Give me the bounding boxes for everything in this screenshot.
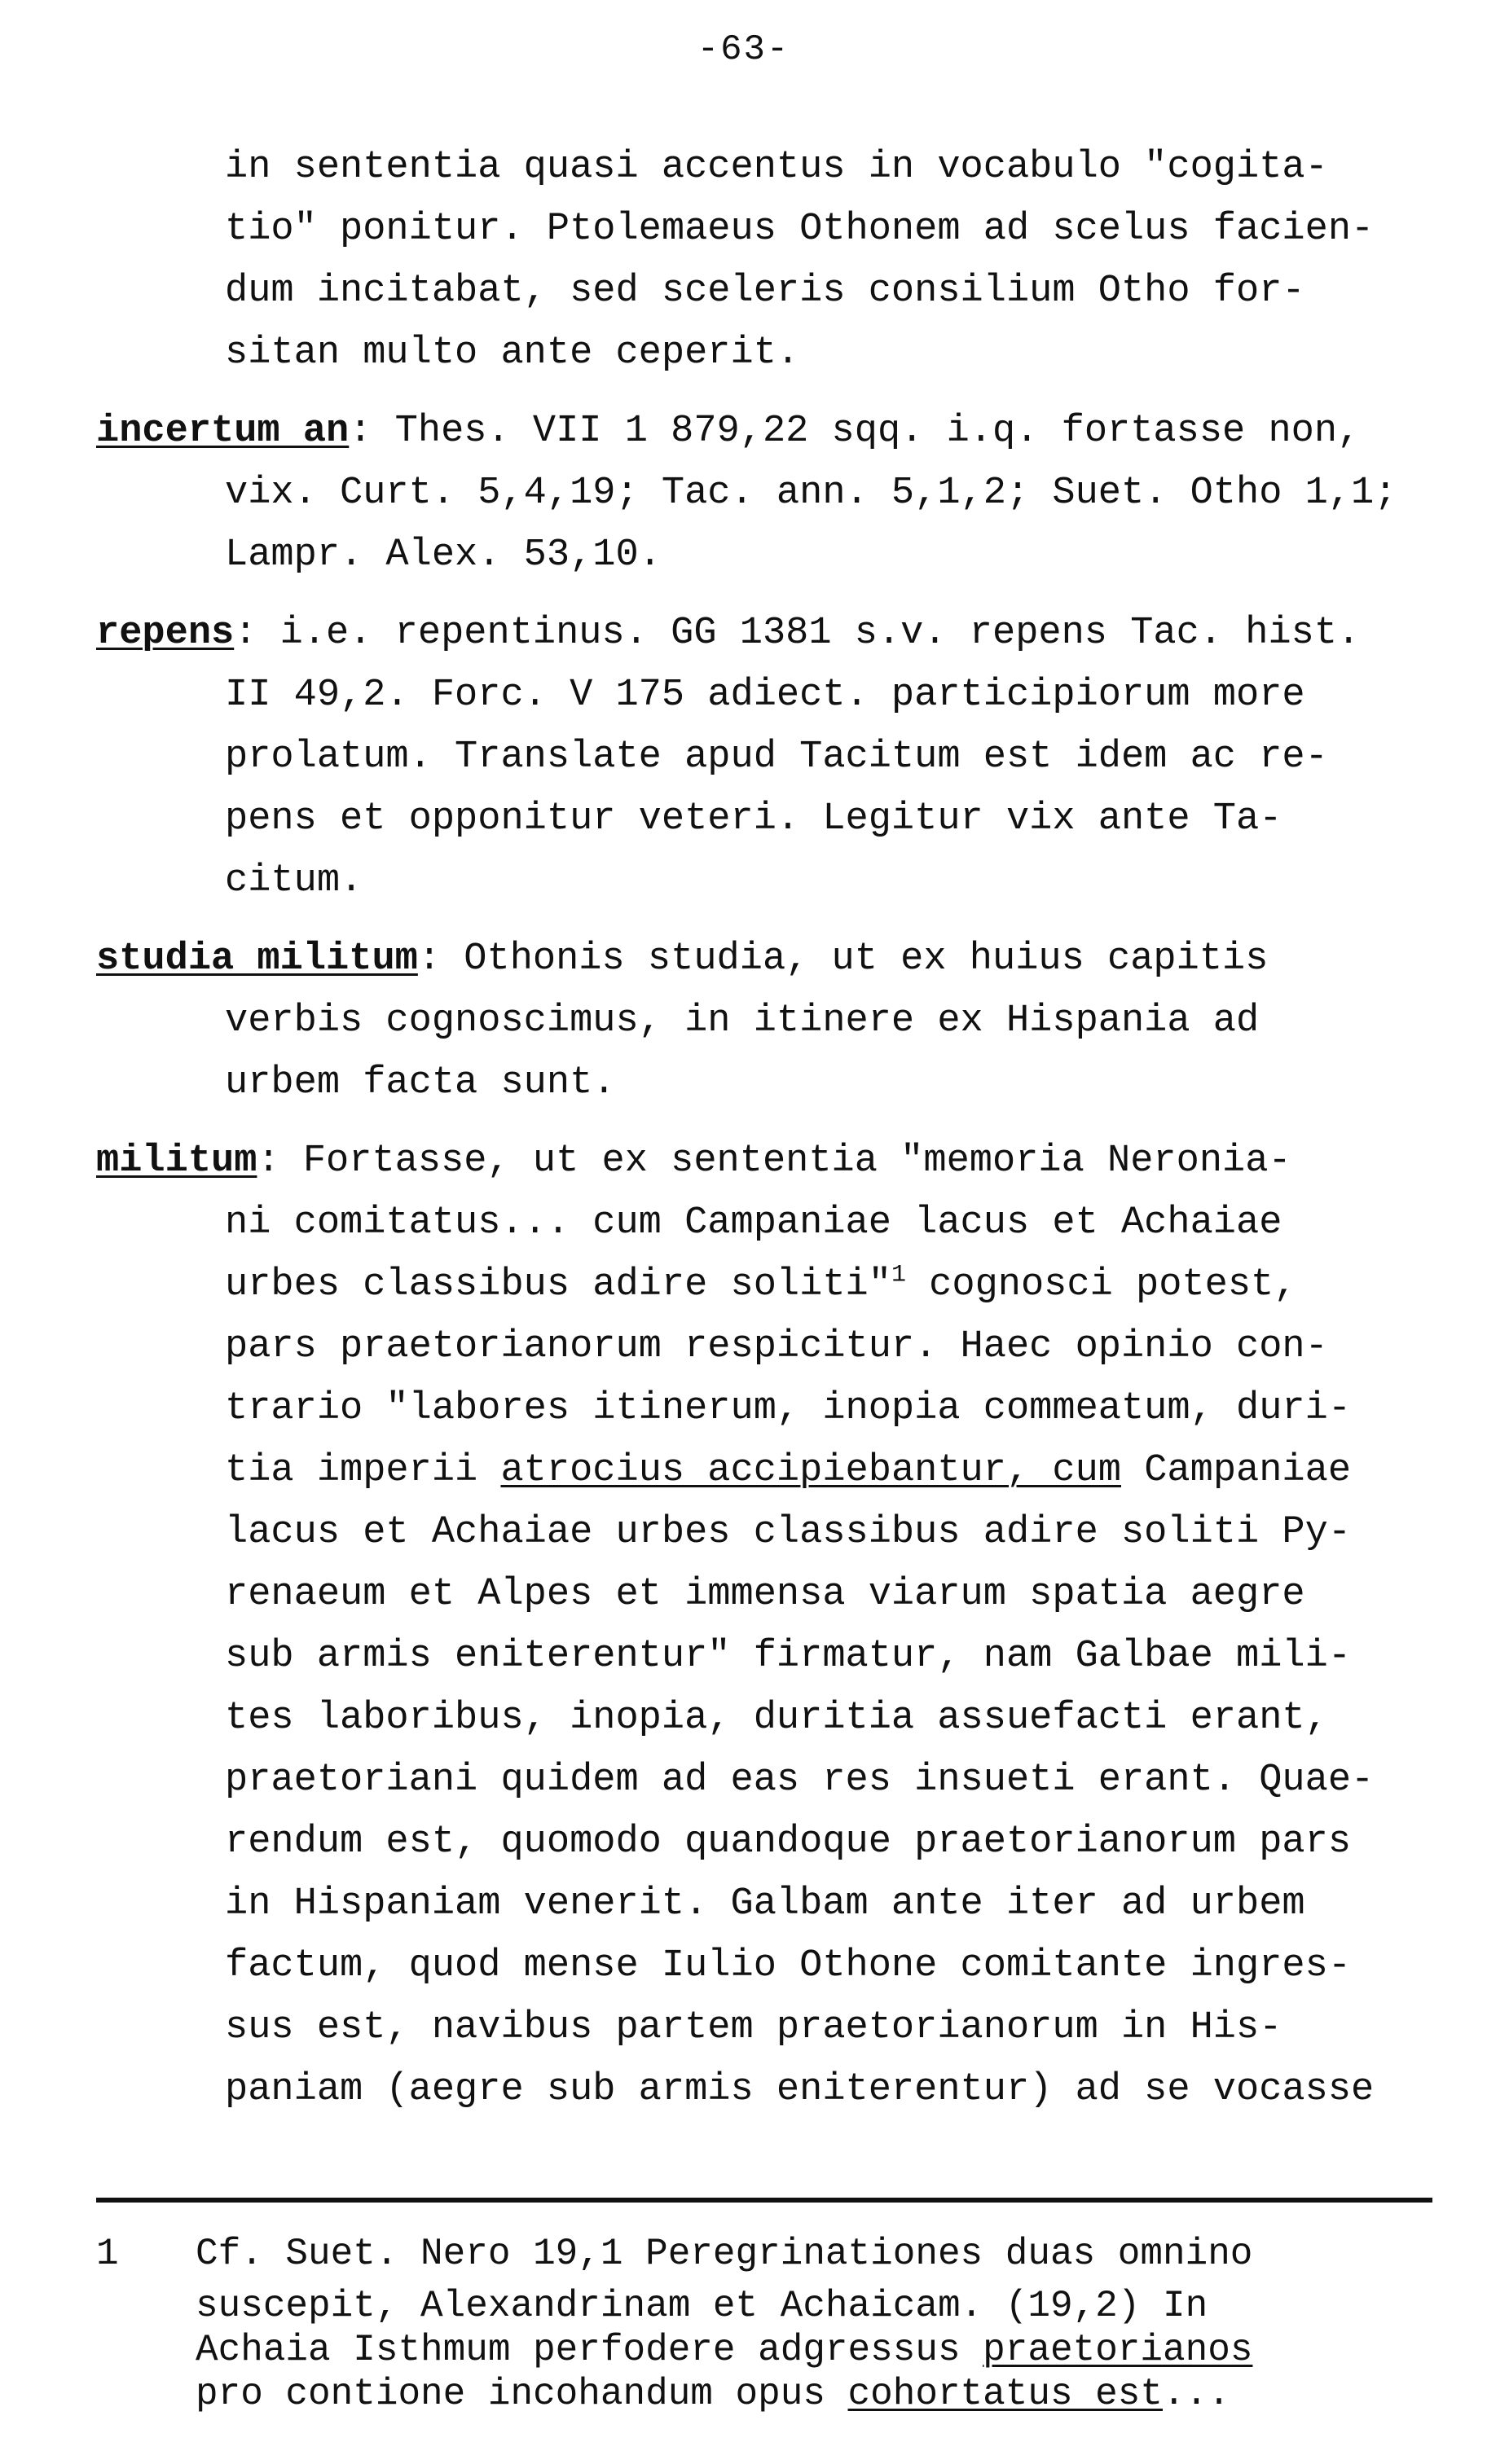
text-segment: Campaniae xyxy=(1121,1449,1352,1492)
text-line: sitan multo ante ceperit. xyxy=(225,332,800,375)
body-text xyxy=(96,137,1432,2137)
text-line: ni comitatus... cum Campaniae lacus et Achaiae xyxy=(225,1201,1282,1245)
text-line: tes laboribus, inopia, duritia assuefacti erant, xyxy=(225,1697,1328,1740)
page-number: -63- xyxy=(697,29,790,70)
entry-text: : Fortasse, ut ex sententia "memoria Neronia- xyxy=(257,1140,1291,1183)
text-line xyxy=(96,1254,1432,1316)
footnote-line: Cf. Suet. Nero 19,1 Peregrinationes duas omnino xyxy=(196,2233,1253,2275)
text-line: verbis cognoscimus, in itinere ex Hispania ad xyxy=(225,999,1260,1043)
entry-text: : Thes. VII 1 879,22 sqq. i.q. fortasse non, xyxy=(349,410,1361,453)
underlined-phrase: praetorianos xyxy=(983,2329,1253,2371)
text-line: factum, quod mense Iulio Othone comitante ingres- xyxy=(225,1944,1352,1987)
text-segment: cognosci potest, xyxy=(905,1263,1297,1307)
footnote-marker: 1 xyxy=(891,1261,906,1289)
entry-first-line xyxy=(96,401,1432,463)
text-line: sub armis eniterentur" firmatur, nam Galbae mili- xyxy=(225,1635,1352,1678)
footnote xyxy=(96,2232,1432,2416)
text-segment: urbes classibus adire soliti" xyxy=(225,1263,891,1307)
footnote-number: 1 xyxy=(96,2233,119,2275)
footnote-line xyxy=(96,2328,1432,2372)
text-line: pars praetorianorum respicitur. Haec opinio con- xyxy=(225,1325,1328,1368)
intro-paragraph xyxy=(96,137,1432,384)
underlined-phrase: atrocius accipiebantur, cum xyxy=(500,1449,1121,1492)
text-segment: Achaia Isthmum perfodere adgressus xyxy=(196,2329,983,2371)
entry-repens xyxy=(96,603,1432,912)
text-line: praetoriani quidem ad eas res insueti erant. Quae- xyxy=(225,1759,1375,1802)
entry-text: : i.e. repentinus. GG 1381 s.v. repens Tac. hist. xyxy=(234,612,1361,655)
text-line xyxy=(96,1440,1432,1502)
lemma: repens xyxy=(96,612,235,655)
text-line: in Hispaniam venerit. Galbam ante iter ad urbem xyxy=(225,1882,1305,1926)
text-line: dum incitabat, sed sceleris consilium Otho for- xyxy=(225,270,1305,313)
text-line: citum. xyxy=(225,859,363,903)
entry-first-line xyxy=(96,929,1432,990)
text-line: paniam (aegre sub armis eniterentur) ad se vocasse xyxy=(225,2068,1375,2111)
text-segment: tia imperii xyxy=(225,1449,501,1492)
text-line: trario "labores itinerum, inopia commeatum, duri- xyxy=(225,1387,1352,1430)
text-line: urbem facta sunt. xyxy=(225,1061,616,1105)
text-line: in sententia quasi accentus in vocabulo "cogita- xyxy=(225,146,1328,189)
entry-first-line xyxy=(96,1131,1432,1192)
entry-incertum-an xyxy=(96,401,1432,586)
text-line: II 49,2. Forc. V 175 adiect. participiorum more xyxy=(225,674,1305,717)
text-line: prolatum. Translate apud Tacitum est idem ac re- xyxy=(225,736,1328,779)
text-line: vix. Curt. 5,4,19; Tac. ann. 5,1,2; Suet. Otho 1,1; xyxy=(225,472,1397,515)
footnote-separator xyxy=(96,2198,1432,2203)
text-line: renaeum et Alpes et immensa viarum spatia aegre xyxy=(225,1573,1305,1616)
entry-text: : Othonis studia, ut ex huius capitis xyxy=(417,938,1269,981)
text-line: sus est, navibus partem praetorianorum in His- xyxy=(225,2006,1282,2049)
footnote-line: suscepit, Alexandrinam et Achaicam. (19,2) In xyxy=(196,2285,1208,2327)
lemma: incertum an xyxy=(96,410,350,453)
text-line: rendum est, quomodo quandoque praetorianorum pars xyxy=(225,1821,1352,1864)
text-segment: ... xyxy=(1163,2373,1230,2415)
entry-studia-militum xyxy=(96,929,1432,1114)
underlined-phrase: cohortatus est xyxy=(847,2373,1163,2415)
text-line: lacus et Achaiae urbes classibus adire soliti Py- xyxy=(225,1511,1352,1554)
text-segment: pro contione incohandum opus xyxy=(196,2373,848,2415)
text-line: Lampr. Alex. 53,10. xyxy=(225,534,662,577)
footnote-line xyxy=(96,2372,1432,2416)
text-line: tio" ponitur. Ptolemaeus Othonem ad scelus facien- xyxy=(225,208,1375,251)
lemma: studia militum xyxy=(96,938,418,981)
text-line: pens et opponitur veteri. Legitur vix ante Ta- xyxy=(225,797,1282,841)
entry-first-line xyxy=(96,603,1432,665)
lemma: militum xyxy=(96,1140,257,1183)
entry-militum xyxy=(96,1131,1432,2121)
